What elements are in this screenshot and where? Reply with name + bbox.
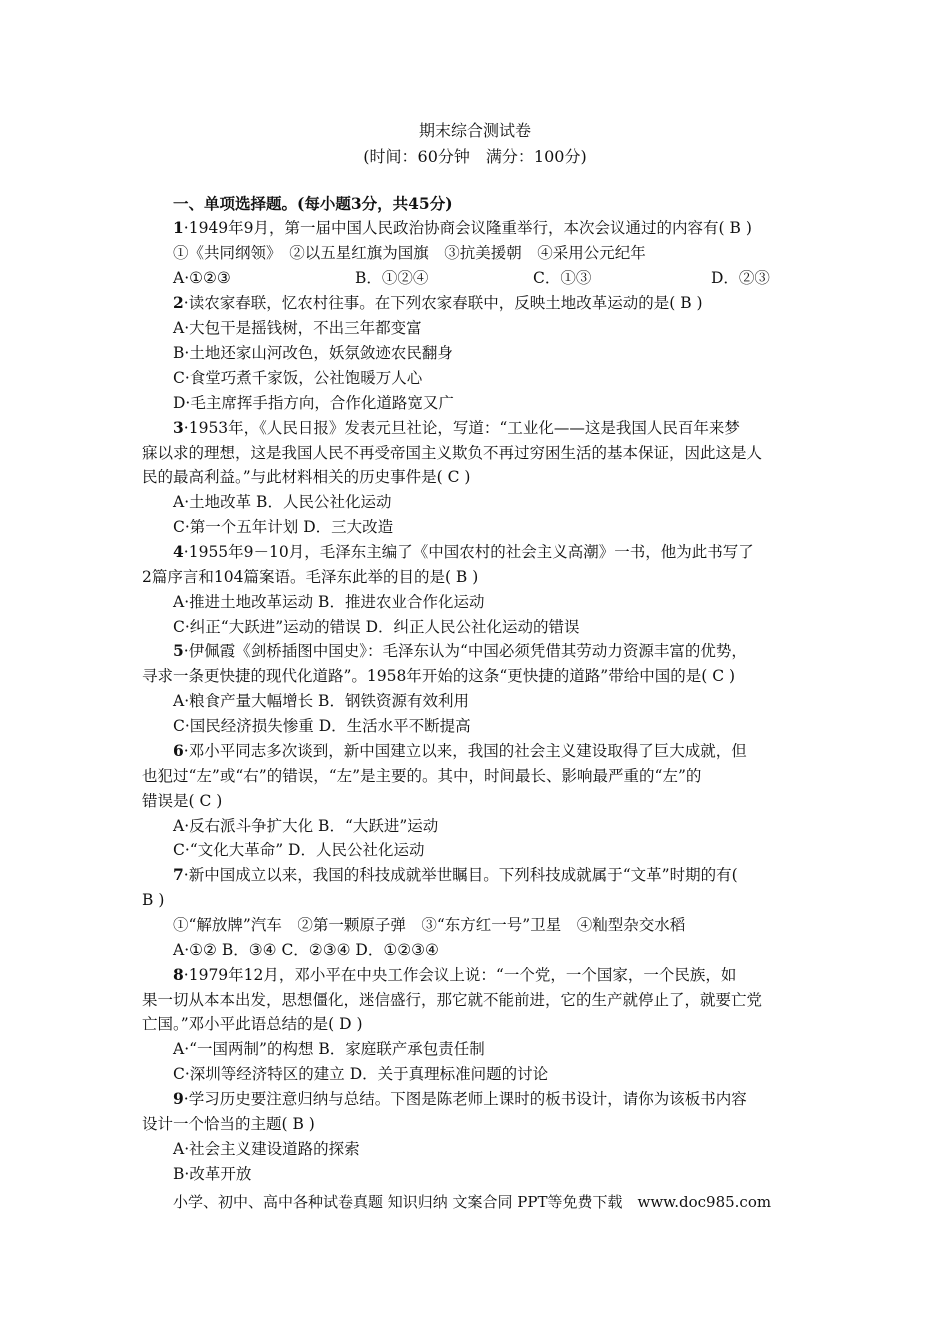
option-line: C·纠正“大跃进”运动的错误 D．纠正人民公社化运动的错误 [173, 618, 580, 636]
option-a: A·大包干是摇钱树，不出三年都变富 [173, 319, 422, 337]
question-text: ·伊佩霞《剑桥插图中国史》：毛泽东认为“中国必须凭借其劳动力资源丰富的优势， [183, 642, 747, 660]
question-9-stem [173, 1089, 747, 1109]
option-c: C．①③ [533, 269, 592, 287]
question-number: 9 [173, 1089, 184, 1108]
question-number: 2 [173, 293, 184, 312]
question-8-stem [173, 965, 736, 985]
question-2-stem [173, 293, 703, 313]
option-a: A·①②③ [173, 269, 231, 287]
question-5-stem [173, 641, 747, 661]
question-8-text: 亡国。”邓小平此语总结的是( D ) [142, 1015, 363, 1033]
question-9-text: 设计一个恰当的主题( B ) [142, 1115, 315, 1133]
page-subtitle: (时间：60分钟 满分：100分) [363, 147, 587, 166]
option-line: A·粮食产量大幅增长 B．钢铁资源有效利用 [173, 692, 469, 710]
option-c: C·食堂巧煮千家饭，公社饱暖万人心 [173, 369, 423, 387]
question-number: 8 [173, 965, 184, 984]
question-number: 3 [173, 418, 184, 437]
question-text: ·新中国成立以来，我国的科技成就举世瞩目。下列科技成就属于“文革”时期的有( [183, 866, 738, 884]
page-title: 期末综合测试卷 [418, 121, 531, 140]
question-text: ·1949年9月，第一届中国人民政治协商会议隆重举行，本次会议通过的内容有( B ) [183, 219, 752, 237]
question-3-text: 民的最高利益。”与此材料相关的历史事件是( C ) [142, 468, 471, 486]
option-b: B．①②④ [355, 269, 429, 287]
question-1-items: ①《共同纲领》 ②以五星红旗为国旗 ③抗美援朝 ④采用公元纪年 [173, 244, 646, 262]
option-line: C·第一个五年计划 D．三大改造 [173, 518, 394, 536]
question-5-text: 寻求一条更快捷的现代化道路”。1958年开始的这条“更快捷的道路”带给中国的是( C ) [142, 667, 736, 685]
question-1-stem [173, 218, 752, 238]
question-6-stem [173, 741, 747, 761]
question-3-text: 寐以求的理想，这是我国人民不再受帝国主义欺负不再过穷困生活的基本保证，因此这是人 [142, 444, 763, 462]
question-text: ·学习历史要注意归纳与总结。下图是陈老师上课时的板书设计，请你为该板书内容 [183, 1090, 747, 1108]
option-line: C·深圳等经济特区的建立 D．关于真理标准问题的讨论 [173, 1065, 549, 1083]
question-text: ·1955年9－10月，毛泽东主编了《中国农村的社会主义高潮》一书，他为此书写了 [183, 543, 754, 561]
option-line: A·“一国两制”的构想 B．家庭联产承包责任制 [173, 1040, 485, 1058]
option-b: B·改革开放 [173, 1165, 252, 1183]
question-text: ·邓小平同志多次谈到，新中国建立以来，我国的社会主义建设取得了巨大成就，但 [183, 742, 747, 760]
option-line: C·国民经济损失惨重 D．生活水平不断提高 [173, 717, 471, 735]
question-text: ·1979年12月，邓小平在中央工作会议上说：“一个党，一个国家，一个民族，如 [183, 966, 737, 984]
question-7-items: ①“解放牌”汽车 ②第一颗原子弹 ③“东方红一号”卫星 ④籼型杂交水稻 [173, 916, 686, 934]
question-6-text: 也犯过“左”或“右”的错误，“左”是主要的。其中，时间最长、影响最严重的“左”的 [142, 767, 702, 785]
question-3-stem [173, 418, 740, 438]
option-line: C·“文化大革命” D．人民公社化运动 [173, 841, 425, 859]
footer-watermark: 小学、初中、高中各种试卷真题 知识归纳 文案合同 PPT等免费下载 www.doc985.com [173, 1193, 772, 1211]
question-7-text: B ) [142, 891, 165, 909]
option-d: D．②③ [711, 269, 770, 287]
question-7-stem [173, 865, 738, 885]
option-a: A·社会主义建设道路的探索 [173, 1140, 360, 1158]
question-8-text: 果一切从本本出发，思想僵化，迷信盛行，那它就不能前进，它的生产就停止了，就要亡党 [142, 991, 763, 1009]
option-line: A·①② B．③④ C．②③④ D．①②③④ [173, 941, 439, 959]
question-4-stem [173, 542, 754, 562]
question-6-text: 错误是( C ) [142, 792, 223, 810]
question-number: 1 [173, 218, 184, 237]
option-b: B·土地还家山河改色，妖氛敛迹农民翻身 [173, 344, 453, 362]
option-d: D·毛主席挥手指方向，合作化道路宽又广 [173, 394, 454, 412]
option-line: A·推进土地改革运动 B．推进农业合作化运动 [173, 593, 485, 611]
question-number: 4 [173, 542, 184, 561]
option-line: A·土地改革 B．人民公社化运动 [173, 493, 392, 511]
question-text: ·1953年，《人民日报》发表元旦社论，写道：“工业化——这是我国人民百年来梦 [183, 419, 740, 437]
question-number: 7 [173, 865, 184, 884]
question-number: 5 [173, 641, 184, 660]
question-text: ·读农家春联，忆农村往事。在下列农家春联中，反映土地改革运动的是( B ) [183, 294, 703, 312]
question-4-text: 2篇序言和104篇案语。毛泽东此举的目的是( B ) [142, 568, 479, 586]
option-line: A·反右派斗争扩大化 B．“大跃进”运动 [173, 817, 439, 835]
section-heading: 一、单项选择题。(每小题3分，共45分) [173, 194, 453, 213]
question-1-options [173, 268, 793, 288]
question-number: 6 [173, 741, 184, 760]
